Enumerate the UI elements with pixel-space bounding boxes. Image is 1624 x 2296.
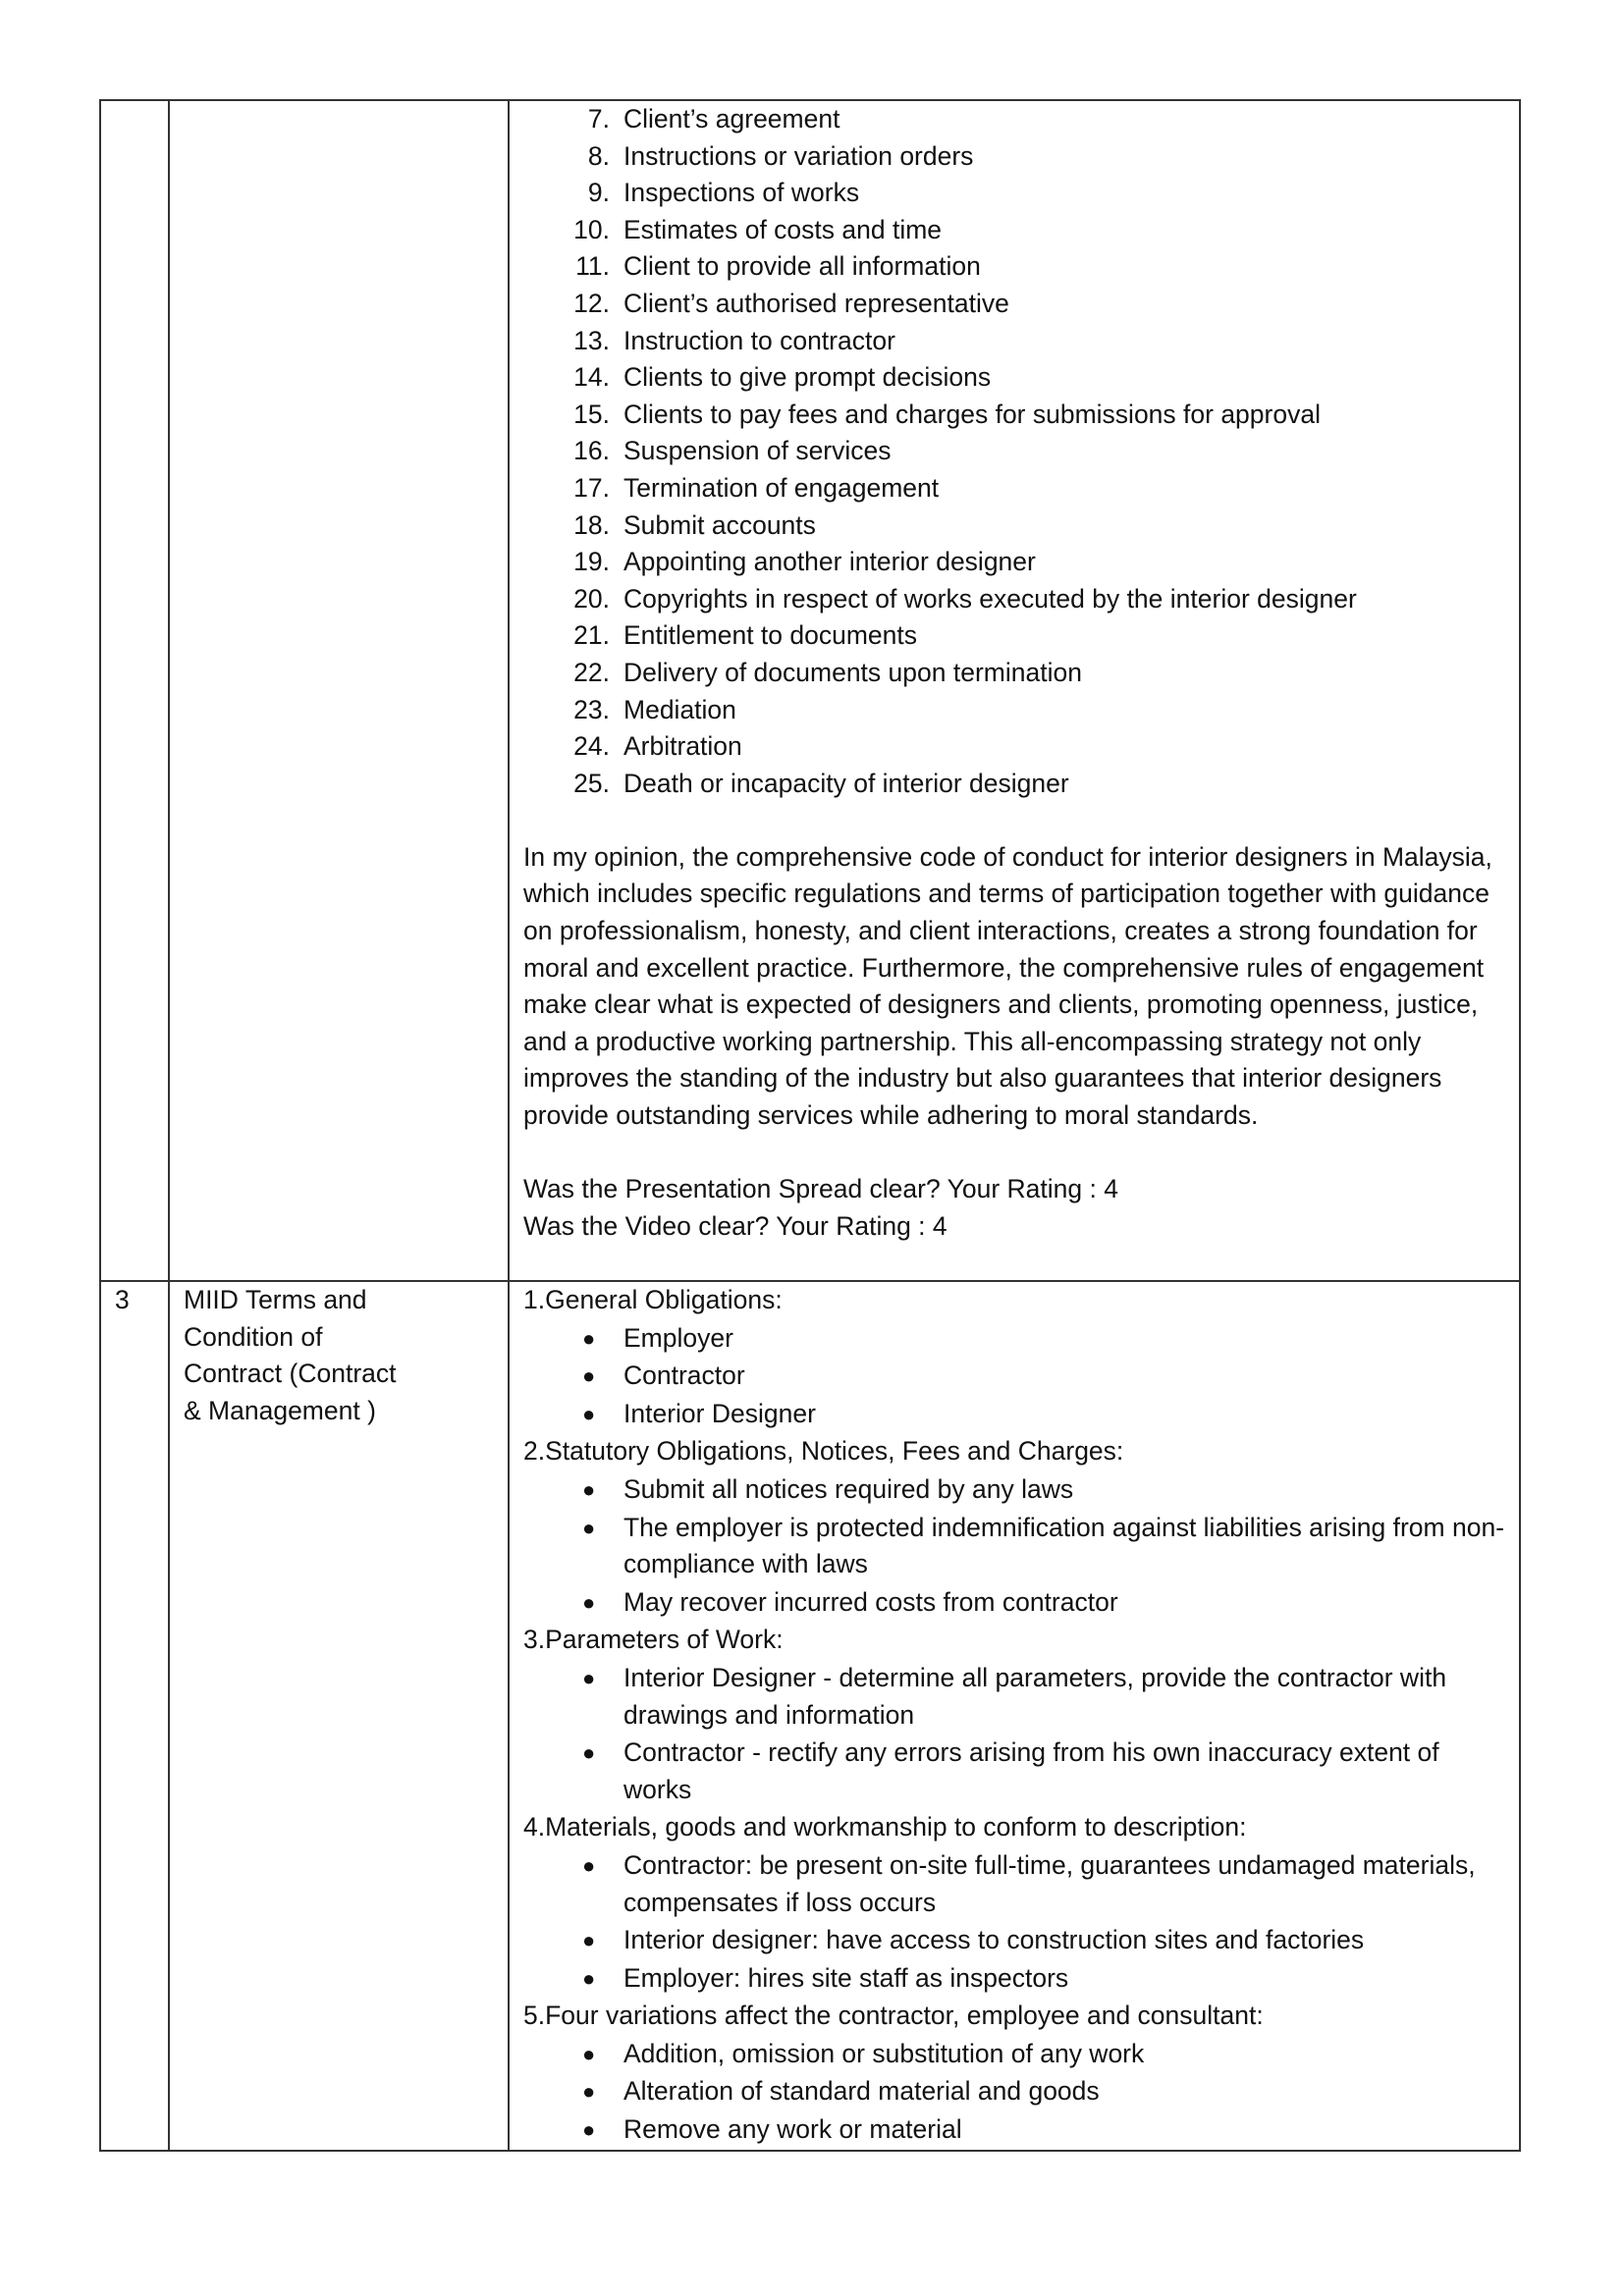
bullet-text: Addition, omission or substitution of any work: [623, 2038, 1145, 2068]
list-item-number: 10.: [573, 214, 610, 244]
bullet-icon: ●: [582, 1965, 596, 1991]
list-item-number: 20.: [573, 583, 610, 614]
section-bullet-list: [523, 1660, 1505, 1808]
section-heading: 4.Materials, goods and workmanship to conform to description:: [523, 1812, 1247, 1842]
bullet-icon: ●: [582, 1325, 596, 1351]
bullet-icon: ●: [582, 2079, 596, 2105]
row-number-cell: [100, 1281, 169, 2151]
numbered-list-item: [523, 323, 1505, 360]
bullet-icon: ●: [582, 1928, 596, 1953]
section-bullet-list: [523, 2036, 1505, 2149]
bullet-text: The employer is protected indemnification against liabilities arising from non-compliance with laws: [623, 1512, 1505, 1579]
list-item-number: 18.: [573, 509, 610, 540]
bullet-text: Interior Designer: [623, 1398, 816, 1428]
bullet-list-item: [523, 1660, 1505, 1734]
bullet-text: May recover incurred costs from contractor: [623, 1586, 1118, 1617]
list-item-text: Suspension of services: [623, 436, 892, 466]
bullet-icon: ●: [582, 1589, 596, 1615]
list-item-number: 11.: [575, 251, 610, 282]
numbered-list-item: [523, 692, 1505, 729]
list-item-text: Client’s authorised representative: [623, 288, 1009, 318]
bullet-list-item: [523, 2073, 1505, 2110]
numbered-list-item: [523, 766, 1505, 803]
bullet-list-item: [523, 1960, 1505, 1998]
list-item-number: 22.: [573, 657, 610, 687]
numbered-list-item: [523, 138, 1505, 176]
numbered-list-item: [523, 544, 1505, 581]
list-item-number: 19.: [573, 547, 610, 577]
list-item-text: Instruction to contractor: [623, 325, 895, 355]
opinion-paragraph: In my opinion, the comprehensive code of conduct for interior designers in Malaysia, which includes specific regulations and terms of participation together with guidance on professionalism, honesty, and client interactions, creates a strong foundation for moral and excellent practice. Furthermore, the comprehensive rules of engagement make clear what is expected of designers and clients, promoting openness, justice, and a productive working partnership. This all-encompassing strategy not only improves the standing of the industry but also guarantees that interior designers provide outstanding services while adhering to moral standards.: [523, 841, 1492, 1131]
list-item-text: Client’s agreement: [623, 104, 840, 133]
list-item-text: Death or incapacity of interior designer: [623, 768, 1069, 798]
row-topic: MIID Terms and Condition of Contract (Contract & Management ): [184, 1285, 397, 1425]
list-item-text: Instructions or variation orders: [623, 140, 974, 171]
presentation-rating: Was the Presentation Spread clear? Your Rating : 4: [523, 1174, 1118, 1204]
bullet-text: Remove any work or material: [623, 2114, 962, 2145]
spacer: [523, 802, 1505, 839]
list-item-number: 9.: [587, 178, 610, 208]
list-item-number: 17.: [573, 472, 610, 503]
numbered-list-item: [523, 655, 1505, 692]
section-heading: 2.Statutory Obligations, Notices, Fees and Charges:: [523, 1436, 1124, 1467]
bullet-list-item: [523, 1358, 1505, 1395]
bullet-text: Alteration of standard material and goods: [623, 2076, 1100, 2107]
numbered-list-item: [523, 101, 1505, 138]
section-bullet-list: [523, 1320, 1505, 1433]
list-item-number: 8.: [587, 140, 610, 171]
bullet-icon: ●: [582, 2117, 596, 2143]
list-item-number: 7.: [587, 104, 610, 133]
list-item-text: Client to provide all information: [623, 251, 981, 282]
bullet-icon: ●: [582, 1665, 596, 1690]
list-item-text: Delivery of documents upon termination: [623, 657, 1082, 687]
list-item-number: 15.: [573, 399, 610, 429]
bullet-list-item: [523, 1584, 1505, 1622]
bullet-list-item: [523, 1847, 1505, 1921]
row-topic-cell: [169, 100, 509, 1281]
list-item-number: 16.: [573, 436, 610, 466]
numbered-list-item: [523, 248, 1505, 286]
row-number-cell: [100, 100, 169, 1281]
numbered-list-item: [523, 470, 1505, 507]
bullet-icon: ●: [582, 1401, 596, 1426]
numbered-list-item: [523, 433, 1505, 470]
document-table: [99, 99, 1521, 2152]
numbered-list-item: [523, 286, 1505, 323]
bullet-list-item: [523, 1396, 1505, 1433]
list-item-text: Termination of engagement: [623, 472, 940, 503]
contract-sections: [523, 1282, 1505, 2149]
list-item-number: 12.: [573, 288, 610, 318]
list-item-text: Arbitration: [623, 731, 742, 762]
bullet-list-item: [523, 1471, 1505, 1509]
bullet-text: Interior Designer - determine all parameters, provide the contractor with drawings and information: [623, 1662, 1447, 1730]
section-bullet-list: [523, 1471, 1505, 1621]
list-item-text: Submit accounts: [623, 509, 816, 540]
numbered-list-item: [523, 728, 1505, 766]
bullet-text: Employer: hires site staff as inspectors: [623, 1962, 1069, 1993]
video-rating: Was the Video clear? Your Rating : 4: [523, 1210, 947, 1241]
numbered-list-item: [523, 507, 1505, 545]
list-item-number: 24.: [573, 731, 610, 762]
numbered-list-item: [523, 397, 1505, 434]
bullet-text: Contractor - rectify any errors arising from his own inaccuracy extent of works: [623, 1737, 1439, 1804]
section-heading: 1.General Obligations:: [523, 1285, 783, 1314]
bullet-list-item: [523, 2036, 1505, 2073]
bullet-text: Employer: [623, 1322, 733, 1353]
numbered-list-item: [523, 617, 1505, 655]
list-item-number: 25.: [573, 768, 610, 798]
list-item-number: 23.: [573, 694, 610, 724]
numbered-list-item: [523, 175, 1505, 212]
numbered-list-item: [523, 359, 1505, 397]
row-number: 3: [115, 1285, 130, 1314]
bullet-icon: ●: [582, 1363, 596, 1389]
list-item-number: 14.: [573, 362, 610, 393]
row-content-cell: [509, 100, 1520, 1281]
list-item-text: Estimates of costs and time: [623, 214, 943, 244]
numbered-list-item: [523, 581, 1505, 618]
bullet-text: Contractor: [623, 1361, 745, 1391]
bullet-text: Submit all notices required by any laws: [623, 1473, 1074, 1504]
list-item-text: Copyrights in respect of works executed by the interior designer: [623, 583, 1357, 614]
row-topic-cell: [169, 1281, 509, 2151]
list-item-number: 13.: [573, 325, 610, 355]
list-item-text: Inspections of works: [623, 178, 860, 208]
bullet-icon: ●: [582, 2041, 596, 2066]
bullet-list-item: [523, 2111, 1505, 2149]
bullet-icon: ●: [582, 1852, 596, 1878]
rules-numbered-list: [523, 101, 1505, 802]
bullet-list-item: [523, 1922, 1505, 1959]
table-row-continued: [100, 100, 1520, 1281]
list-item-text: Clients to pay fees and charges for submissions for approval: [623, 399, 1321, 429]
bullet-icon: ●: [582, 1740, 596, 1766]
bullet-list-item: [523, 1735, 1505, 1808]
list-item-text: Clients to give prompt decisions: [623, 362, 992, 393]
list-item-number: 21.: [573, 620, 610, 651]
bullet-text: Interior designer: have access to construction sites and factories: [623, 1925, 1365, 1955]
bullet-list-item: [523, 1320, 1505, 1358]
list-item-text: Entitlement to documents: [623, 620, 918, 651]
list-item-text: Mediation: [623, 694, 736, 724]
table-row-3: [100, 1281, 1520, 2151]
bullet-icon: ●: [582, 1515, 596, 1540]
bullet-icon: ●: [582, 1476, 596, 1502]
section-heading: 5.Four variations affect the contractor, employee and consultant:: [523, 2001, 1264, 2031]
numbered-list-item: [523, 212, 1505, 249]
bullet-text: Contractor: be present on-site full-time, guarantees undamaged materials, compensates if loss occurs: [623, 1849, 1476, 1917]
list-item-text: Appointing another interior designer: [623, 547, 1036, 577]
bullet-list-item: [523, 1510, 1505, 1583]
section-heading: 3.Parameters of Work:: [523, 1625, 784, 1655]
row-content-cell: [509, 1281, 1520, 2151]
section-bullet-list: [523, 1847, 1505, 1997]
spacer: [523, 1135, 1505, 1172]
